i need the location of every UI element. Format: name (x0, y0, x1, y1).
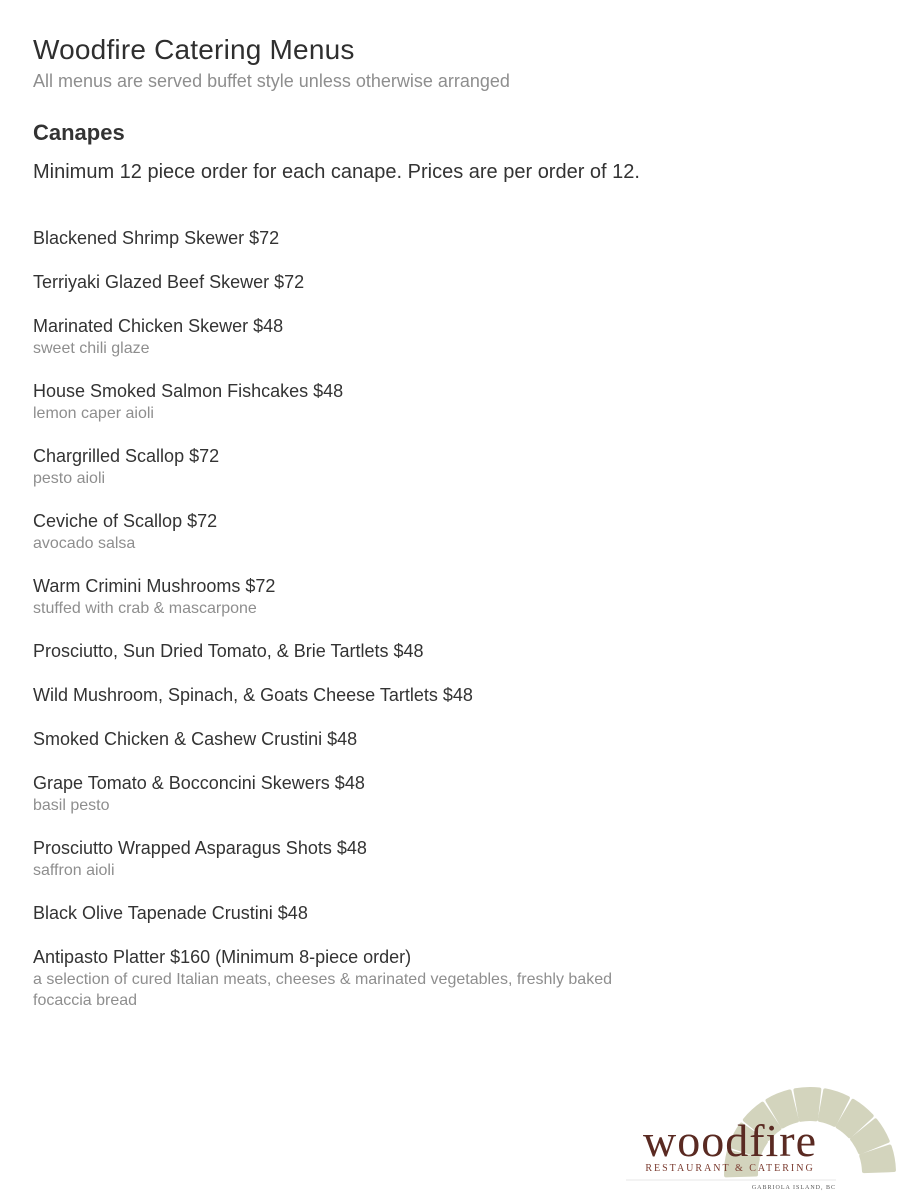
menu-item (33, 683, 653, 707)
logo-wordmark: woodfire (642, 1115, 818, 1166)
menu-item-name: Wild Mushroom, Spinach, & Goats Cheese Tartlets $48 (33, 685, 473, 705)
menu-item-name: Chargrilled Scallop $72 (33, 446, 220, 466)
menu-item (33, 270, 653, 294)
menu-item (33, 727, 653, 751)
menu-page (33, 33, 653, 1031)
menu-item (33, 379, 653, 424)
menu-item (33, 444, 653, 489)
logo-tagline: RESTAURANT & CATERING (645, 1163, 815, 1174)
menu-item-name: Blackened Shrimp Skewer $72 (33, 228, 280, 248)
menu-item (33, 901, 653, 925)
menu-item (33, 574, 653, 619)
logo-location: GABRIOLA ISLAND, BC (751, 1185, 836, 1191)
menu-item-name: Ceviche of Scallop $72 (33, 511, 218, 531)
menu-item (33, 639, 653, 663)
menu-item (33, 771, 653, 816)
page-title: Woodfire Catering Menus (33, 34, 355, 65)
menu-item-description: avocado salsa (33, 535, 136, 552)
menu-item-name: Grape Tomato & Bocconcini Skewers $48 (33, 773, 365, 793)
menu-item-list (33, 226, 653, 1011)
menu-item-description: saffron aioli (33, 862, 115, 879)
menu-item-name: House Smoked Salmon Fishcakes $48 (33, 381, 344, 401)
menu-item (33, 945, 653, 1011)
menu-item-description: a selection of cured Italian meats, cheeses & marinated vegetables, freshly baked focaccia bread (33, 971, 612, 1009)
menu-item-description: lemon caper aioli (33, 405, 154, 422)
menu-item (33, 226, 653, 250)
menu-item-name: Black Olive Tapenade Crustini $48 (33, 903, 308, 923)
menu-item-description: basil pesto (33, 797, 110, 814)
menu-item-name: Prosciutto Wrapped Asparagus Shots $48 (33, 838, 367, 858)
section-title: Canapes (33, 120, 125, 145)
menu-item-name: Warm Crimini Mushrooms $72 (33, 576, 276, 596)
menu-item (33, 836, 653, 881)
woodfire-logo (620, 1055, 920, 1191)
menu-item-name: Prosciutto, Sun Dried Tomato, & Brie Tartlets $48 (33, 641, 424, 661)
menu-item (33, 314, 653, 359)
menu-item-description: sweet chili glaze (33, 340, 150, 357)
menu-item-name: Terriyaki Glazed Beef Skewer $72 (33, 272, 305, 292)
menu-item-name: Antipasto Platter $160 (Minimum 8-piece order) (33, 947, 412, 967)
section-note: Minimum 12 piece order for each canape. Prices are per order of 12. (33, 161, 640, 183)
page-subtitle: All menus are served buffet style unless otherwise arranged (33, 71, 510, 91)
logo-graphic (620, 1055, 920, 1191)
menu-item (33, 509, 653, 554)
menu-item-description: stuffed with crab & mascarpone (33, 600, 257, 617)
menu-item-description: pesto aioli (33, 470, 106, 487)
menu-item-name: Marinated Chicken Skewer $48 (33, 316, 284, 336)
menu-item-name: Smoked Chicken & Cashew Crustini $48 (33, 729, 358, 749)
